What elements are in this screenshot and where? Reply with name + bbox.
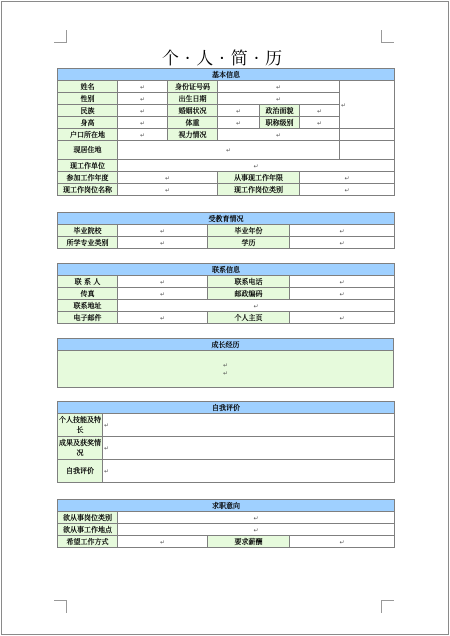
photo-cell-extra bbox=[340, 129, 395, 141]
employer-label: 现工作单位 bbox=[58, 160, 118, 172]
salary-label: 要求薪酬 bbox=[208, 536, 290, 548]
work-start-year-value[interactable]: ↵ bbox=[118, 172, 218, 184]
residence-value[interactable]: ↵ bbox=[118, 141, 340, 160]
contact-person-label: 联 系 人 bbox=[58, 276, 118, 288]
name-value[interactable]: ↵ bbox=[118, 81, 168, 93]
grad-year-value[interactable]: ↵ bbox=[290, 225, 395, 237]
position-name-label: 现工作岗位名称 bbox=[58, 184, 118, 196]
fax-value[interactable]: ↵ bbox=[118, 288, 208, 300]
work-years-label: 从事现工作年限 bbox=[218, 172, 300, 184]
weight-label: 体重 bbox=[168, 117, 218, 129]
residence-extra bbox=[340, 141, 395, 160]
work-mode-label: 希望工作方式 bbox=[58, 536, 118, 548]
zip-label: 邮政编码 bbox=[208, 288, 290, 300]
margin-corner-top-right bbox=[381, 30, 394, 43]
id-number-label: 身份证号码 bbox=[168, 81, 218, 93]
achievements-label: 成果及获奖情况 bbox=[58, 437, 103, 460]
contact-person-value[interactable]: ↵ bbox=[118, 276, 208, 288]
gender-value[interactable]: ↵ bbox=[118, 93, 168, 105]
vision-value[interactable]: ↵ bbox=[218, 129, 340, 141]
job-intent-header: 求职意向 bbox=[58, 500, 395, 512]
job-type-value[interactable]: ↵ bbox=[118, 512, 395, 524]
employer-value[interactable]: ↵ bbox=[118, 160, 395, 172]
major-label: 所学专业类别 bbox=[58, 237, 118, 249]
fax-label: 传真 bbox=[58, 288, 118, 300]
address-value[interactable]: ↵ bbox=[118, 300, 395, 312]
ethnicity-value[interactable]: ↵ bbox=[118, 105, 168, 117]
hukou-value[interactable]: ↵ bbox=[118, 129, 168, 141]
contact-header: 联系信息 bbox=[58, 264, 395, 276]
major-value[interactable]: ↵ bbox=[118, 237, 208, 249]
school-value[interactable]: ↵ bbox=[118, 225, 208, 237]
homepage-label: 个人主页 bbox=[208, 312, 290, 324]
position-type-value[interactable]: ↵ bbox=[300, 184, 395, 196]
growth-header: 成长经历 bbox=[58, 339, 394, 351]
self-eval-header: 自我评价 bbox=[58, 402, 395, 414]
address-label: 联系地址 bbox=[58, 300, 118, 312]
id-number-value[interactable]: ↵ bbox=[218, 81, 340, 93]
gender-label: 性别 bbox=[58, 93, 118, 105]
degree-label: 学历 bbox=[208, 237, 290, 249]
basic-info-table bbox=[57, 68, 395, 196]
job-location-label: 欲从事工作地点 bbox=[58, 524, 118, 536]
skills-value[interactable]: ↵ bbox=[103, 414, 395, 437]
email-value[interactable]: ↵ bbox=[118, 312, 208, 324]
zip-value[interactable]: ↵ bbox=[290, 288, 395, 300]
education-table bbox=[57, 212, 395, 249]
marital-status-value[interactable]: ↵ bbox=[218, 105, 260, 117]
evaluation-label: 自我评价 bbox=[58, 460, 103, 483]
growth-content[interactable]: ↵ ↵ bbox=[58, 351, 394, 388]
contact-table bbox=[57, 263, 395, 324]
email-label: 电子邮件 bbox=[58, 312, 118, 324]
education-header: 受教育情况 bbox=[58, 213, 395, 225]
degree-value[interactable]: ↵ bbox=[290, 237, 395, 249]
height-label: 身高 bbox=[58, 117, 118, 129]
achievements-value[interactable]: ↵ bbox=[103, 437, 395, 460]
growth-table bbox=[57, 338, 394, 388]
title-level-label: 职称级别 bbox=[260, 117, 300, 129]
height-value[interactable]: ↵ bbox=[118, 117, 168, 129]
weight-value[interactable]: ↵ bbox=[218, 117, 260, 129]
job-type-label: 欲从事岗位类别 bbox=[58, 512, 118, 524]
salary-value[interactable]: ↵ bbox=[290, 536, 395, 548]
self-eval-table bbox=[57, 401, 395, 483]
evaluation-value[interactable]: ↵ bbox=[103, 460, 395, 483]
political-status-value[interactable]: ↵ bbox=[300, 105, 340, 117]
title-level-value[interactable]: ↵ bbox=[300, 117, 340, 129]
ethnicity-label: 民族 bbox=[58, 105, 118, 117]
grad-year-label: 毕业年份 bbox=[208, 225, 290, 237]
position-name-value[interactable]: ↵ bbox=[118, 184, 218, 196]
birth-date-label: 出生日期 bbox=[168, 93, 218, 105]
name-label: 姓名 bbox=[58, 81, 118, 93]
phone-label: 联系电话 bbox=[208, 276, 290, 288]
political-status-label: 政治面貌 bbox=[260, 105, 300, 117]
homepage-value[interactable]: ↵ bbox=[290, 312, 395, 324]
vision-label: 视力情况 bbox=[168, 129, 218, 141]
school-label: 毕业院校 bbox=[58, 225, 118, 237]
margin-corner-bottom-right bbox=[381, 600, 394, 613]
birth-date-value[interactable]: ↵ bbox=[218, 93, 340, 105]
margin-corner-top-left bbox=[54, 30, 67, 43]
skills-label: 个人技能及特长 bbox=[58, 414, 103, 437]
job-intent-table bbox=[57, 499, 395, 548]
marital-status-label: 婚姻状况 bbox=[168, 105, 218, 117]
margin-corner-bottom-left bbox=[54, 600, 67, 613]
basic-info-header: 基本信息 bbox=[58, 69, 395, 81]
work-mode-value[interactable]: ↵ bbox=[118, 536, 208, 548]
hukou-label: 户口所在地 bbox=[58, 129, 118, 141]
residence-label: 现居住地 bbox=[58, 141, 118, 160]
job-location-value[interactable]: ↵ bbox=[118, 524, 395, 536]
position-type-label: 现工作岗位类别 bbox=[218, 184, 300, 196]
resume-title: 个·人·简·历 bbox=[161, 49, 289, 69]
phone-value[interactable]: ↵ bbox=[290, 276, 395, 288]
work-years-value[interactable]: ↵ bbox=[300, 172, 395, 184]
work-start-year-label: 参加工作年度 bbox=[58, 172, 118, 184]
photo-cell[interactable]: ↵ bbox=[340, 81, 395, 129]
